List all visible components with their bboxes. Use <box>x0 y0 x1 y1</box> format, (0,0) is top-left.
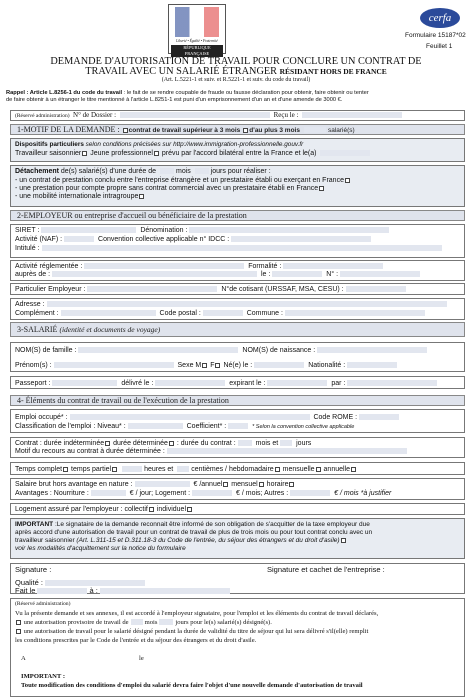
fait-label: Fait le <box>15 586 36 595</box>
passeport-field[interactable] <box>52 380 117 386</box>
expirant-label: expirant le : <box>229 380 266 387</box>
republique-logo <box>168 4 226 54</box>
jour-unit: € / jour <box>129 490 152 497</box>
admin-toute-modification: Toute modification des conditions d'emploi du salarié devra faire l'objet d'une nouvelle demande d'autorisation de travail <box>21 682 363 689</box>
contrat-sup-label: contrat de travail supérieur à 3 mois <box>128 127 241 134</box>
nb-salaries-field[interactable] <box>304 127 326 133</box>
nourriture-field[interactable] <box>91 490 126 496</box>
admin-l2c: jours pour le(s) salarié(s) désigné(s). <box>175 619 272 626</box>
duree-mois-label: mois et <box>255 440 279 447</box>
siret-field[interactable] <box>41 227 136 233</box>
logement-field[interactable] <box>192 490 232 496</box>
logo-republique: RÉPUBLIQUE FRANÇAISE <box>171 45 223 57</box>
nom-naissance-field[interactable] <box>317 347 427 353</box>
admin-l2a: une autorisation provisoire de travail de <box>22 619 129 626</box>
nationalite-field[interactable] <box>347 362 397 368</box>
autres-field[interactable] <box>290 490 330 496</box>
important-checkbox[interactable] <box>341 538 346 543</box>
emploi-label: Emploi occupé* : <box>15 414 68 421</box>
act-reg-label: Activité réglementée : <box>15 263 83 270</box>
title-line1: DEMANDE D'AUTORISATION DE TRAVAIL POUR CONCLURE UN CONTRAT DE <box>50 56 422 67</box>
admin-dossier-row <box>10 110 465 121</box>
admin-l4: les conditions prescrites par le Code de l'entrée et du séjour des étrangers et du droit d'asile. <box>15 637 257 644</box>
contrat-sup-checkbox[interactable] <box>123 128 128 133</box>
coefficient-field[interactable] <box>228 423 248 429</box>
autres-label: Autres : <box>264 490 289 497</box>
siret-box <box>10 224 465 258</box>
section4-title: 4- Éléments du contrat de travail ou de l'exécution de la prestation <box>17 396 229 405</box>
cotisant-label: N°de cotisant (URSSAF, MSA, CESU) : <box>221 286 344 293</box>
par-field[interactable] <box>347 380 437 386</box>
recu-field[interactable] <box>302 112 402 118</box>
dossier-field[interactable] <box>120 112 270 118</box>
admin-a-label: A <box>21 655 26 662</box>
commune-field[interactable] <box>285 310 425 316</box>
admin-important-label: IMPORTANT : <box>21 673 66 680</box>
horaire-checkbox[interactable] <box>289 482 294 487</box>
temps-partiel-label: temps partiel <box>71 466 112 473</box>
contrat-plus-label: d'au plus 3 mois <box>249 127 300 134</box>
sexe-m-checkbox[interactable] <box>202 363 207 368</box>
sexe-m-label: Sexe M <box>177 362 202 369</box>
ne-field[interactable] <box>254 362 304 368</box>
horaire-label: horaire <box>266 481 289 488</box>
marianne-icon <box>175 7 219 37</box>
heures-label: heures et <box>144 466 174 473</box>
nationalite-label: Nationalité : <box>308 362 346 369</box>
emploi-box <box>10 409 465 433</box>
particulier-label: Particulier Employeur : <box>15 286 86 293</box>
prenom-field[interactable] <box>54 362 174 368</box>
duree-jours-field[interactable] <box>280 440 292 446</box>
detachement-option2: - une prestation pour compte propre sans contrat commercial avec un prestataire établi en France <box>15 185 319 192</box>
adresse-field[interactable] <box>47 301 447 307</box>
par-label: par : <box>331 380 346 387</box>
fait-lieu-field[interactable] <box>100 588 230 594</box>
saisonnier-label: Travailleur saisonnier <box>15 150 82 157</box>
admin-l3: une autorisation de travail pour le salarié désigné pendant la durée de validité du titre de séjour qui lui sera délivré s'il(elle) remplit <box>22 628 369 635</box>
delivre-label: délivré le : <box>121 380 154 387</box>
niveau-field[interactable] <box>128 423 183 429</box>
reserve-label: (Réservé administration) <box>15 113 70 119</box>
mensuelle-label: mensuelle <box>282 466 315 473</box>
salaries-label: salarié(s) <box>327 127 355 134</box>
activite-reglementee-box <box>10 260 465 281</box>
temps-complet-checkbox[interactable] <box>63 467 68 472</box>
mois-unit: € / mois <box>236 490 261 497</box>
formulaire-number: Formulaire 15187*02 <box>405 32 466 39</box>
signature-box <box>10 563 465 594</box>
indeterminee-checkbox[interactable] <box>105 441 110 446</box>
denomination-label: Dénomination : <box>140 227 188 234</box>
mensuel-checkbox[interactable] <box>259 482 264 487</box>
sexe-f-checkbox[interactable] <box>215 363 220 368</box>
justifier-label: € / mois *à justifier <box>334 490 392 497</box>
detachement-mois-field[interactable] <box>160 168 174 174</box>
saisonnier-checkbox[interactable] <box>82 151 87 156</box>
title-line2 <box>0 67 472 77</box>
formalite-label: Formalité : <box>248 263 282 270</box>
detachement-option1: - un contrat de prestation conclu entre l'entreprise étrangère et un prestataire établi ou exerçant en France <box>15 177 344 184</box>
passeport-label: Passeport : <box>15 380 51 387</box>
sexe-f-label: F <box>210 362 215 369</box>
adresse-box <box>10 298 465 320</box>
important-l3: travailleur saisonnier <box>15 537 77 544</box>
dispositifs-bold: Dispositifs particuliers <box>15 141 84 148</box>
qualite-label: Qualité : <box>15 578 43 587</box>
important-l2: après accord d'une autorisation de travail pour un contrat de travail de plus de trois mois ou pour tout contrat conclu avec un <box>15 529 373 536</box>
temps-partiel-checkbox[interactable] <box>112 467 117 472</box>
formalite-field[interactable] <box>283 263 383 269</box>
nom-field[interactable] <box>78 347 238 353</box>
option2-checkbox[interactable] <box>319 186 324 191</box>
nourriture-label: Avantages : Nourriture : <box>15 490 89 497</box>
logement-label: Logement : <box>155 490 191 497</box>
hebdo-checkbox[interactable] <box>275 467 280 472</box>
salaire-label: Salaire brut hors avantage en nature : <box>15 481 133 488</box>
logo-motto: Liberté • Égalité • Fraternité <box>176 39 218 43</box>
convention-label: Convention collective applicable n° IDCC : <box>98 236 230 243</box>
temps-complet-label: Temps complet <box>15 466 63 473</box>
important-bold: IMPORTANT <box>15 521 54 528</box>
individuel-label: individuel <box>156 506 186 513</box>
jeune-label: Jeune professionnel <box>90 150 153 157</box>
activite-label: Activité (NAF) : <box>15 236 63 243</box>
coefficient-label: Coefficient* : <box>186 423 227 430</box>
annuel-checkbox[interactable] <box>223 482 228 487</box>
contrat-duree-box <box>10 437 465 458</box>
detachement-mois: mois <box>175 168 191 175</box>
intitule-label: Intitulé : <box>15 245 40 252</box>
recu-label: Reçu le : <box>273 111 299 119</box>
rappel-line1: : le fait de se rendre coupable de fraude ou fausse déclaration pour obtenir, faire obtenir ou tenter <box>122 90 369 96</box>
complement-field[interactable] <box>61 310 156 316</box>
ne-label: Né(e) le : <box>223 362 253 369</box>
formalite-date-label: le : <box>260 271 271 278</box>
prenom-label: Prénom(s) : <box>15 362 52 369</box>
mensuelle-checkbox[interactable] <box>316 467 321 472</box>
prevu-label: prévu par l'accord bilatéral entre la France et le(a) <box>161 150 317 157</box>
determinee-checkbox[interactable] <box>169 441 174 446</box>
important-l1: :Le signataire de la demande reconnait être informé de son obligation de s'acquitter de la taxe employeur due <box>53 521 370 528</box>
expirant-field[interactable] <box>267 380 327 386</box>
logement-assure-box <box>10 503 465 515</box>
denomination-field[interactable] <box>189 227 389 233</box>
delivre-field[interactable] <box>155 380 225 386</box>
formalite-no-field[interactable] <box>340 271 420 277</box>
rappel-bold: Rappel : Article L.8256-1 du code du travail <box>6 90 123 96</box>
admin-decision-box <box>10 598 465 697</box>
page-title <box>0 57 472 84</box>
annuelle-label: annuelle <box>323 466 350 473</box>
particulier-field[interactable] <box>87 286 217 292</box>
particulier-box <box>10 283 465 295</box>
mensuel-label: mensuel <box>231 481 258 488</box>
admin-titre-checkbox[interactable] <box>16 629 21 634</box>
temps-box <box>10 462 465 475</box>
code-postal-field[interactable] <box>203 310 243 316</box>
nom-label: NOM(S) de famille : <box>15 347 77 354</box>
option3-checkbox[interactable] <box>139 194 144 199</box>
section3-header <box>10 322 465 337</box>
title-line2-small: RÉSIDANT HORS DE FRANCE <box>279 67 387 76</box>
act-reg-field[interactable] <box>84 263 244 269</box>
contrat-plus-checkbox[interactable] <box>243 128 248 133</box>
title-articles: (Art. L.5221-1 et suiv. et R.5221-1 et suiv. du code du travail) <box>161 77 311 83</box>
code-postal-label: Code postal : <box>159 310 201 317</box>
detachement-box <box>10 165 465 207</box>
signature-label: Signature : <box>15 565 52 574</box>
important-l3-articles: (Art. L.311-15 et D.311.18-3 du Code de l'entrée, du séjour des étrangers et du droit d'asile) <box>76 537 340 544</box>
aupres-field[interactable] <box>52 271 257 277</box>
aupres-label: auprès de : <box>15 271 51 278</box>
detachement-rest: de(s) salarié(s) d'une durée de <box>58 168 157 175</box>
important-box <box>10 518 465 559</box>
classification-label: Classification de l'emploi : Niveau* : <box>15 423 126 430</box>
important-l4: voir les modalités d'acquittement sur la notice du formulaire <box>15 545 186 552</box>
feuillet: Feuillet 1 <box>426 43 453 50</box>
nom-naissance-label: NOM(S) de naissance : <box>242 347 316 354</box>
duree-jours-label: jours <box>296 440 312 447</box>
dispositifs-box <box>10 138 465 162</box>
detachement-option3: - une mobilité internationale intragroupe <box>15 193 139 200</box>
admin-reserve-label: (Réservé administration) <box>15 601 71 607</box>
dispositifs-rest: selon conditions précisées sur http://www.immigration-professionnelle.gouv.fr <box>83 141 304 148</box>
fait-date-field[interactable] <box>37 588 87 594</box>
commune-label: Commune : <box>246 310 283 317</box>
section1-header <box>10 124 465 135</box>
section3-subtitle: (identité et documents de voyage) <box>59 325 161 334</box>
admin-le-label: le <box>139 655 144 662</box>
detachement-bold: Détachement <box>15 168 59 175</box>
annuel-label: € /annuel <box>193 481 223 488</box>
detachement-jours-field[interactable] <box>195 168 209 174</box>
collectif-checkbox[interactable] <box>149 507 154 512</box>
section2-title: 2-EMPLOYEUR ou entreprise d'accueil ou bénéficiaire de la prestation <box>17 211 247 220</box>
convention-note: * Selon la convention collective applicable <box>252 424 355 430</box>
salarie-box <box>10 342 465 372</box>
cotisant-field[interactable] <box>346 286 406 292</box>
formalite-date-field[interactable] <box>272 271 322 277</box>
intitule-field[interactable] <box>42 245 442 251</box>
formalite-no-label: N° : <box>326 271 339 278</box>
logement-collectif-label: Logement assuré par l'employeur : collectif <box>15 506 148 513</box>
cerfa-text: cerfa <box>428 12 452 24</box>
emploi-field[interactable] <box>70 414 310 420</box>
motif-field[interactable] <box>167 448 407 454</box>
salaire-box: Salaire brut hors avantage en nature : € /annuel mensuel horaire Avantages : Nourriture : € / jour; Logement : € / mois; Autres : € / mois *à justifier <box>10 478 465 500</box>
title-line2-main: TRAVAIL AVEC UN SALARIÉ ÉTRANGER <box>85 66 280 77</box>
admin-jours-field[interactable] <box>159 619 173 625</box>
duree-mois-field[interactable] <box>238 440 252 446</box>
section1-title: 1-MOTIF DE LA DEMANDE : <box>17 125 122 134</box>
duree-contrat-label: : durée du contrat : <box>176 440 236 447</box>
rappel-line2: de faire obtenir à un étranger le titre mentionné à l'article L.8251-1 est puni d'un emprisonnement d'un an et d'une amende de 3000 €. <box>6 97 343 103</box>
salaire-field[interactable] <box>135 481 190 487</box>
naf-field[interactable] <box>64 236 94 242</box>
adresse-label: Adresse : <box>15 301 45 308</box>
determinee-label: durée déterminée <box>113 440 168 447</box>
passeport-box <box>10 376 465 389</box>
complement-label: Complément : <box>15 310 59 317</box>
idcc-field[interactable] <box>231 236 371 242</box>
rome-label: Code ROME : <box>313 414 358 421</box>
fait-a-label: à : <box>89 586 98 595</box>
admin-mois-field[interactable] <box>131 619 143 625</box>
jeune-checkbox[interactable] <box>154 151 159 156</box>
section2-header <box>10 210 465 221</box>
rappel <box>6 90 468 104</box>
individuel-checkbox[interactable] <box>187 507 192 512</box>
section3-title: 3-SALARIÉ <box>17 325 60 334</box>
indeterminee-label: Contrat : durée indéterminée <box>15 440 105 447</box>
admin-provisoire-checkbox[interactable] <box>16 620 21 625</box>
admin-l2b: mois <box>144 619 158 626</box>
motif-label: Motif du recours au contrat à durée déterminée : <box>15 448 165 455</box>
pays-field[interactable] <box>320 150 370 156</box>
siret-label: SIRET : <box>15 227 40 234</box>
signature-area[interactable] <box>267 576 461 592</box>
cachet-label: Signature et cachet de l'entreprise : <box>267 565 385 574</box>
centiemes-field[interactable] <box>177 466 189 472</box>
cerfa-logo <box>420 8 460 28</box>
detachement-jours: jours pour réaliser : <box>210 168 271 175</box>
heures-field[interactable] <box>122 466 142 472</box>
rome-field[interactable] <box>359 414 399 420</box>
centiemes-label: centièmes / hebdomadaire <box>191 466 274 473</box>
annuelle-checkbox[interactable] <box>351 467 356 472</box>
section4-header <box>10 395 465 406</box>
option1-checkbox[interactable] <box>345 178 350 183</box>
dossier-label: N° de Dossier : <box>73 111 117 119</box>
admin-l1: Vu la présente demande et ses annexes, il est accordé à l'employeur signataire, pour l'emploi et les éléments du contrat de travail déclarés, <box>15 610 379 617</box>
